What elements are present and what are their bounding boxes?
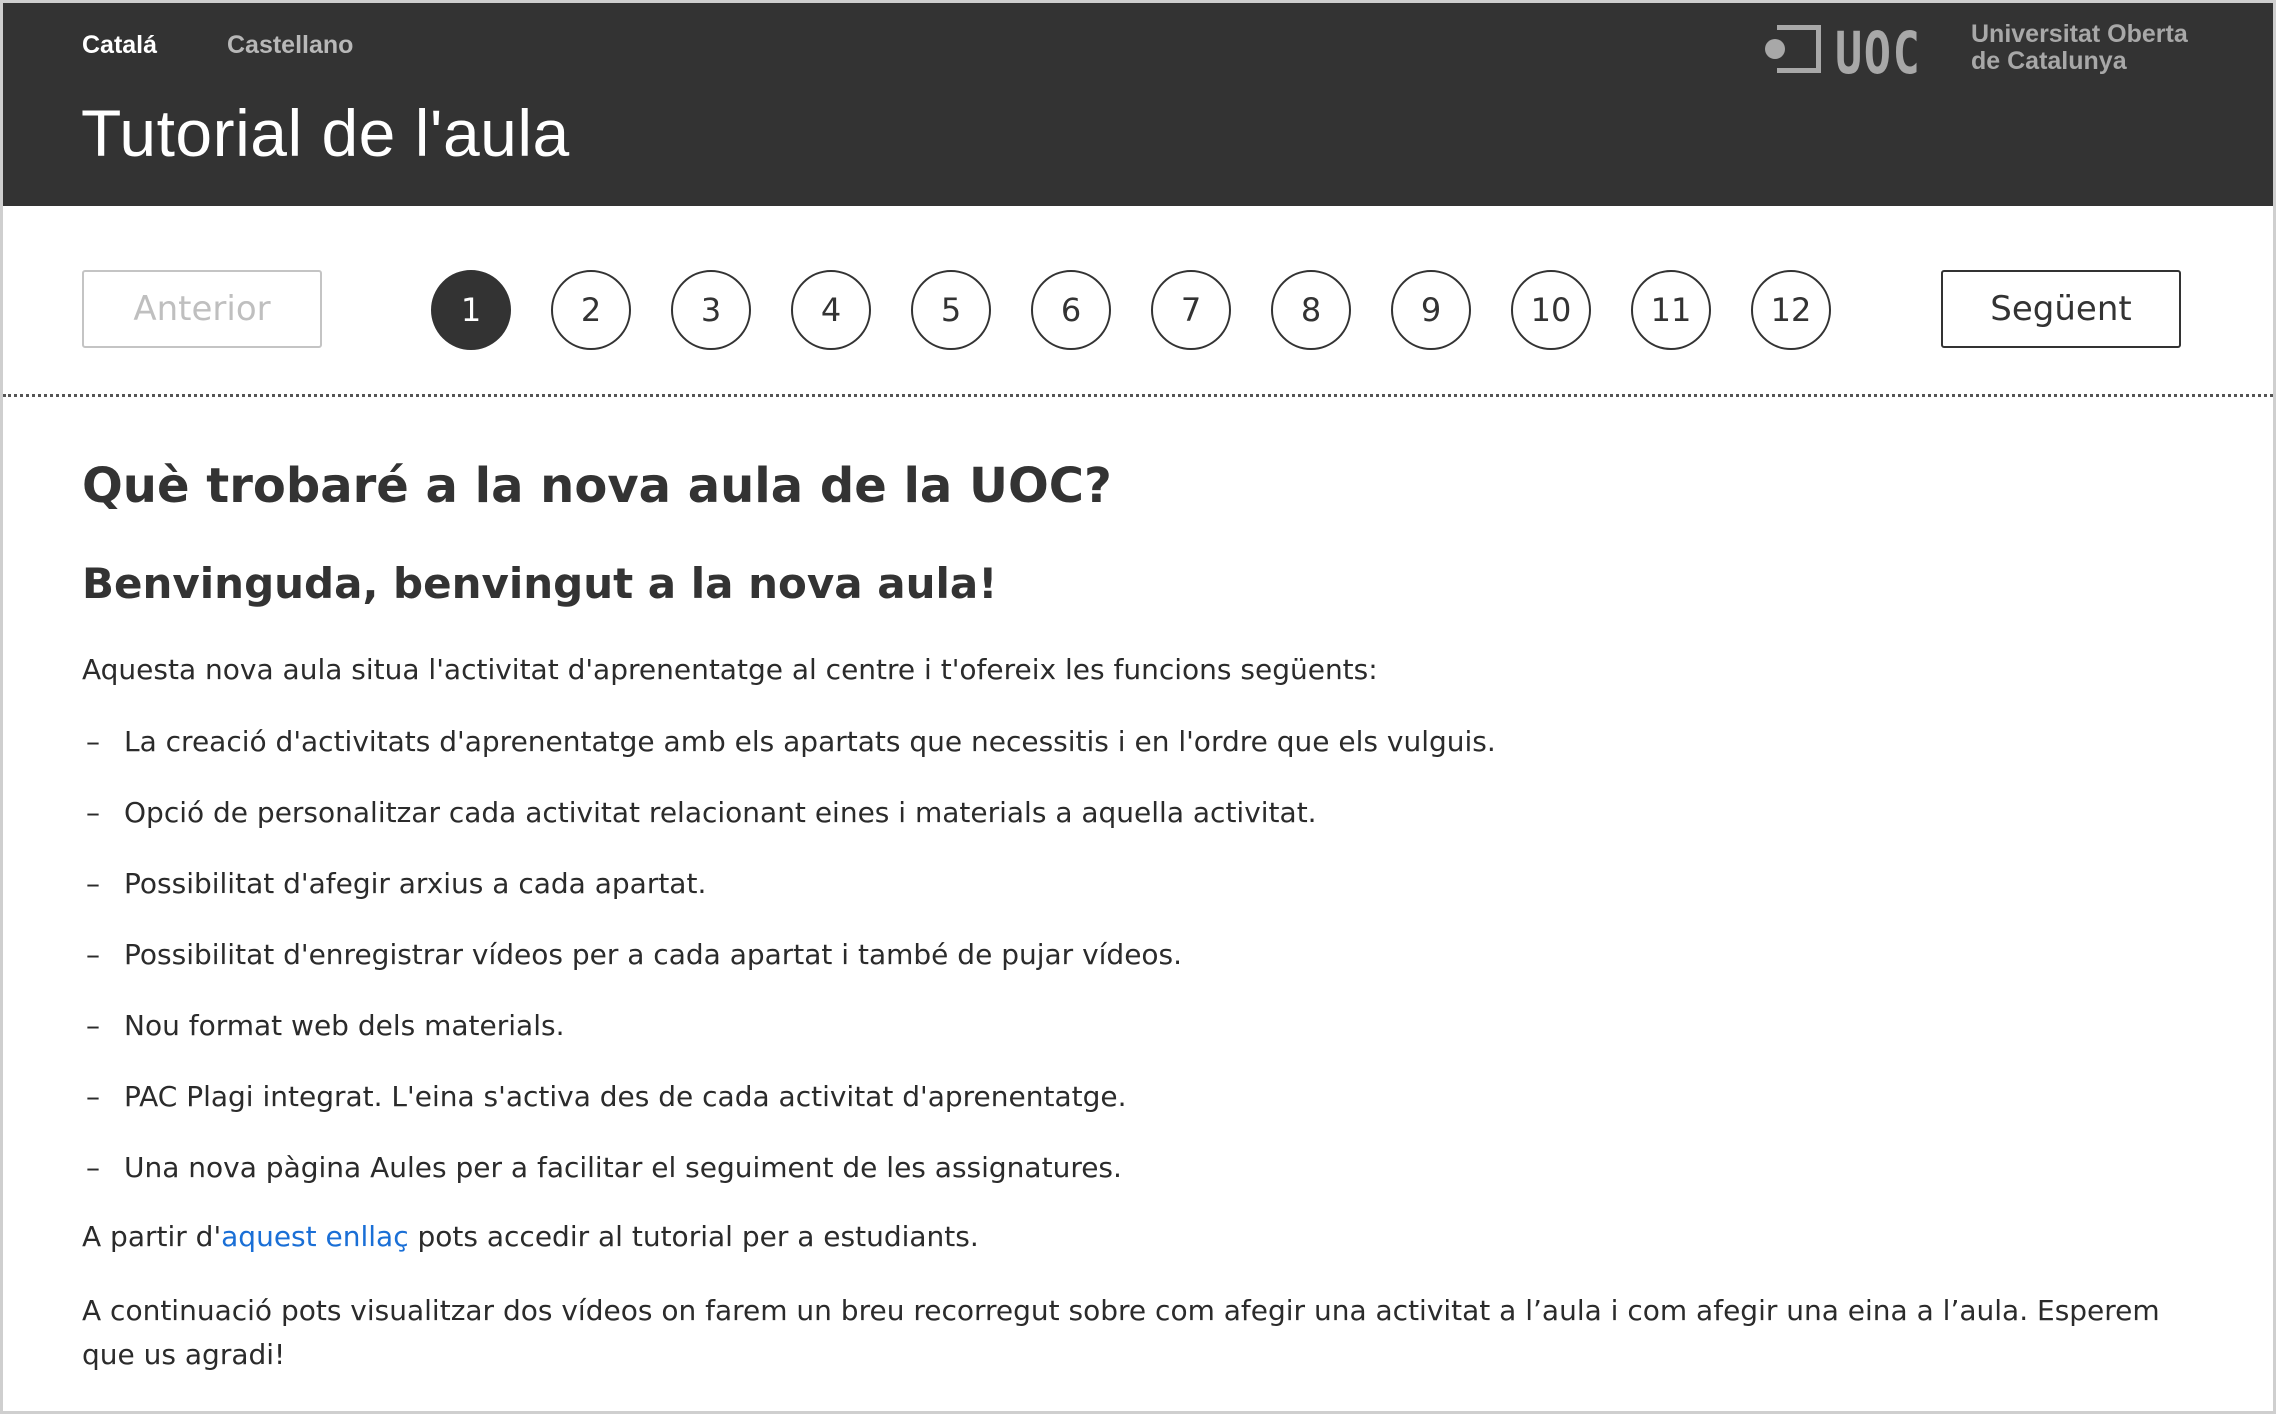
list-item [82,935,2192,975]
content-subheading: Benvinguda, benvingut a la nova aula! [82,559,998,608]
feature-text: Possibilitat d'enregistrar vídeos per a cada apartat i també de pujar vídeos. [124,938,1183,971]
feature-text: PAC Plagi integrat. L'eina s'activa des de cada activitat d'aprenentatge. [124,1080,1127,1113]
uoc-logo-text [1971,21,2188,75]
feature-list [82,722,2192,1188]
step-4-button[interactable]: 4 [791,270,871,350]
pager-divider [3,394,2273,397]
list-item [82,1006,2192,1046]
uoc-logo-icon [1765,25,1821,73]
content-heading: Què trobaré a la nova aula de la UOC? [82,458,1112,514]
student-tutorial-link[interactable]: aquest enllaç [221,1220,409,1253]
tutorial-link-paragraph [82,1217,2192,1257]
step-2-button[interactable]: 2 [551,270,631,350]
list-item [82,864,2192,904]
bullet-marker: – [86,1009,100,1042]
bullet-marker: – [86,867,100,900]
list-item [82,1077,2192,1117]
language-catala-link[interactable]: Catalá [82,31,158,59]
feature-text: Una nova pàgina Aules per a facilitar el seguiment de les assignatures. [124,1151,1122,1184]
step-10-button[interactable]: 10 [1511,270,1591,350]
list-item [82,722,2192,762]
bullet-marker: – [86,725,100,758]
link-suffix-text: pots accedir al tutorial per a estudiants. [408,1220,979,1253]
bullet-marker: – [86,938,100,971]
step-1-button[interactable]: 1 [431,270,511,350]
feature-text: La creació d'activitats d'aprenentatge amb els apartats que necessitis i en l'ordre que els vulguis. [124,725,1496,758]
uoc-logo-word: UOC [1835,19,1922,87]
list-item [82,1148,2192,1188]
step-8-button[interactable]: 8 [1271,270,1351,350]
next-button[interactable]: Següent [1941,270,2181,348]
page-title: Tutorial de l'aula [81,96,570,170]
step-6-button[interactable]: 6 [1031,270,1111,350]
bullet-marker: – [86,1151,100,1184]
step-7-button[interactable]: 7 [1151,270,1231,350]
step-12-button[interactable]: 12 [1751,270,1831,350]
videos-paragraph: A continuació pots visualitzar dos vídeos on farem un breu recorregut sobre com afegir una activitat a l’aula i com afegir una eina a l’aula. Esperem que us agradi! [82,1294,2160,1371]
feature-text: Opció de personalitzar cada activitat relacionant eines i materials a aquella activitat. [124,796,1317,829]
previous-button[interactable]: Anterior [82,270,322,348]
step-9-button[interactable]: 9 [1391,270,1471,350]
feature-text: Possibilitat d'afegir arxius a cada apartat. [124,867,707,900]
site-header [3,3,2273,206]
bullet-marker: – [86,1080,100,1113]
intro-paragraph: Aquesta nova aula situa l'activitat d'aprenentatge al centre i t'ofereix les funcions següents: [82,653,1378,686]
bullet-marker: – [86,796,100,829]
link-prefix-text: A partir d' [82,1220,222,1253]
uoc-logo[interactable] [1765,19,2195,87]
list-item [82,793,2192,833]
language-castellano-link[interactable]: Castellano [227,31,354,59]
uoc-logo-line2: de Catalunya [1971,47,2127,75]
step-5-button[interactable]: 5 [911,270,991,350]
feature-text: Nou format web dels materials. [124,1009,565,1042]
step-11-button[interactable]: 11 [1631,270,1711,350]
step-3-button[interactable]: 3 [671,270,751,350]
uoc-logo-line1: Universitat Oberta [1971,20,2188,48]
main-content [82,454,2192,1377]
